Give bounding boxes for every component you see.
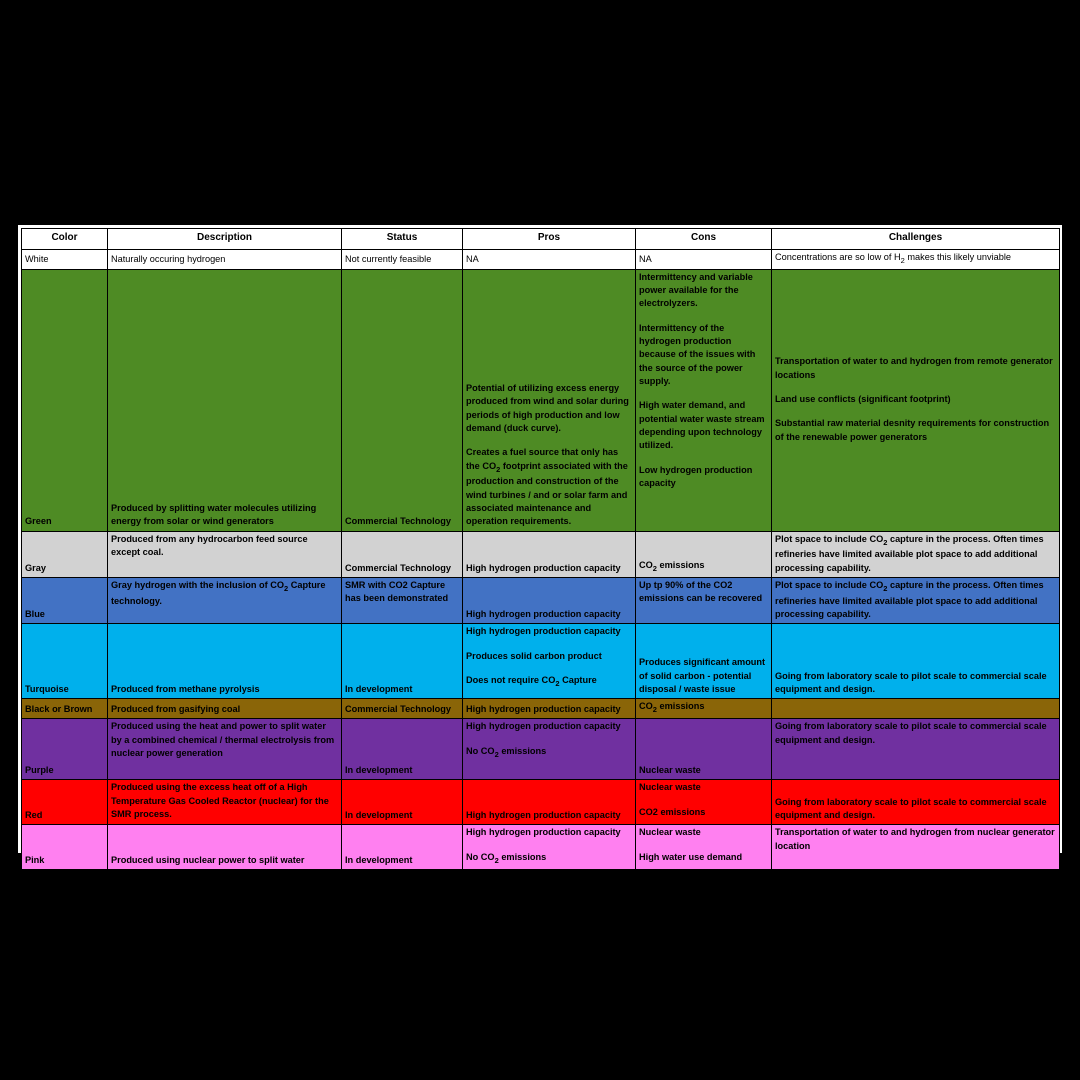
cons-paragraph: Intermittency and variable power available for the electrolyzers. <box>639 271 753 309</box>
cell-status: In development <box>342 624 463 699</box>
cell-challenges: Going from laboratory scale to pilot scale to commercial scale equipment and design. <box>772 780 1060 825</box>
cell-challenges: Going from laboratory scale to pilot scale to commercial scale equipment and design. <box>772 624 1060 699</box>
cell-color: White <box>22 250 108 270</box>
cons-paragraph: Nuclear waste <box>639 782 701 793</box>
cell-pros <box>463 719 636 780</box>
cell-status: Commercial Technology <box>342 699 463 719</box>
cell-cons: Nuclear waste <box>636 719 772 780</box>
cell-cons <box>636 780 772 825</box>
cell-cons <box>636 269 772 531</box>
table-row <box>22 578 1060 624</box>
cell-status: In development <box>342 719 463 780</box>
cell-challenges: Transportation of water to and hydrogen from nuclear generator location <box>772 825 1060 870</box>
pros-paragraph: Creates a fuel source that only has the $CO_2$ footprint associated with the production and construction of the wind turbines / and or solar farm and associated maintenance and operation requirements. <box>466 447 628 527</box>
cons-paragraph: Low hydrogen production capacity <box>639 464 753 489</box>
table-row <box>22 250 1060 270</box>
pros-paragraph: High hydrogen production capacity <box>466 626 621 637</box>
cell-pros <box>463 624 636 699</box>
cell-description: Produced from methane pyrolysis <box>108 624 342 699</box>
pros-paragraph: High hydrogen production capacity <box>466 827 621 838</box>
pros-paragraph: No $CO_2$ emissions <box>466 851 547 865</box>
hydrogen-color-table-sheet <box>18 225 1062 865</box>
column-header-challenges: Challenges <box>772 229 1060 250</box>
column-header-description: Description <box>108 229 342 250</box>
cell-cons: Up tp 90% of the CO2 emissions can be recovered <box>636 578 772 624</box>
cell-pros: NA <box>463 250 636 270</box>
cell-description: Produced using nuclear power to split water <box>108 825 342 870</box>
column-header-pros: Pros <box>463 229 636 250</box>
cell-pros: High hydrogen production capacity <box>463 699 636 719</box>
cell-challenges <box>772 269 1060 531</box>
cell-description: Naturally occuring hydrogen <box>108 250 342 270</box>
cell-color: Blue <box>22 578 108 624</box>
cell-description: Gray hydrogen with the inclusion of $CO_2$ Capture technology. <box>108 578 342 624</box>
table-header-row <box>22 229 1060 250</box>
cell-status: In development <box>342 780 463 825</box>
cell-description: Produced by splitting water molecules utilizing energy from solar or wind generators <box>108 269 342 531</box>
column-header-cons: Cons <box>636 229 772 250</box>
cell-color: Red <box>22 780 108 825</box>
table-row <box>22 825 1060 870</box>
table-row <box>22 269 1060 531</box>
cell-color: Pink <box>22 825 108 870</box>
cell-pros: High hydrogen production capacity <box>463 578 636 624</box>
cell-cons: $CO_2$ emissions <box>636 699 772 719</box>
cell-cons: $CO_2$ emissions <box>636 531 772 577</box>
challenges-paragraph: Transportation of water to and hydrogen from remote generator locations <box>775 356 1053 380</box>
table-row <box>22 531 1060 577</box>
cell-color: Turquoise <box>22 624 108 699</box>
table-row <box>22 780 1060 825</box>
cell-challenges <box>772 699 1060 719</box>
pros-paragraph: No $CO_2$ emissions <box>466 745 547 759</box>
cell-status: Commercial Technology <box>342 531 463 577</box>
cell-description: Produced from any hydrocarbon feed source except coal. <box>108 531 342 577</box>
cell-cons <box>636 825 772 870</box>
cons-paragraph: High water demand, and potential water waste stream depending upon technology utilized. <box>639 400 765 451</box>
cell-challenges: Plot space to include $CO_2$ capture in the process. Often times refineries have limited available plot space to add additional processing capability. <box>772 578 1060 624</box>
cell-description: Produced using the heat and power to split water by a combined chemical / thermal electrolysis from nuclear power generation <box>108 719 342 780</box>
cell-color: Gray <box>22 531 108 577</box>
cons-paragraph: High water use demand <box>639 851 743 862</box>
cell-cons: NA <box>636 250 772 270</box>
cell-description: Produced from gasifying coal <box>108 699 342 719</box>
table-row <box>22 699 1060 719</box>
hydrogen-color-table <box>21 228 1060 870</box>
cell-challenges: Concentrations are so low of $H_2$ makes this likely unviable <box>772 250 1060 270</box>
challenges-paragraph: Land use conflicts (significant footprint) <box>775 394 951 405</box>
cell-status: Commercial Technology <box>342 269 463 531</box>
cons-paragraph: CO2 emissions <box>639 806 706 817</box>
column-header-status: Status <box>342 229 463 250</box>
cell-status: In development <box>342 825 463 870</box>
column-header-color: Color <box>22 229 108 250</box>
table-row <box>22 719 1060 780</box>
cell-pros <box>463 269 636 531</box>
cons-paragraph: Nuclear waste <box>639 827 701 838</box>
cell-challenges: Plot space to include $CO_2$ capture in the process. Often times refineries have limited available plot space to add additional processing capability. <box>772 531 1060 577</box>
cell-color: Green <box>22 269 108 531</box>
cons-paragraph: Intermittency of the hydrogen production because of the issues with the source of the power supply. <box>639 322 756 387</box>
challenges-paragraph: Substantial raw material desnity requirements for construction of the renewable power generators <box>775 418 1050 442</box>
cell-pros: High hydrogen production capacity <box>463 531 636 577</box>
cell-status: Not currently feasible <box>342 250 463 270</box>
cell-color: Black or Brown <box>22 699 108 719</box>
cell-color: Purple <box>22 719 108 780</box>
cell-challenges: Going from laboratory scale to pilot scale to commercial scale equipment and design. <box>772 719 1060 780</box>
cell-cons: Produces significant amount of solid carbon - potential disposal / waste issue <box>636 624 772 699</box>
pros-paragraph: High hydrogen production capacity <box>466 721 621 732</box>
pros-paragraph: Potential of utilizing excess energy produced from wind and solar during periods of high production and low demand (duck curve). <box>466 382 629 433</box>
table-row <box>22 624 1060 699</box>
cell-pros <box>463 825 636 870</box>
pros-paragraph: Produces solid carbon product <box>466 650 602 661</box>
cell-pros: High hydrogen production capacity <box>463 780 636 825</box>
cell-description: Produced using the excess heat off of a High Temperature Gas Cooled Reactor (nuclear) for the SMR process. <box>108 780 342 825</box>
cell-status: SMR with CO2 Capture has been demonstrated <box>342 578 463 624</box>
pros-paragraph: Does not require $CO_2$ Capture <box>466 675 597 688</box>
